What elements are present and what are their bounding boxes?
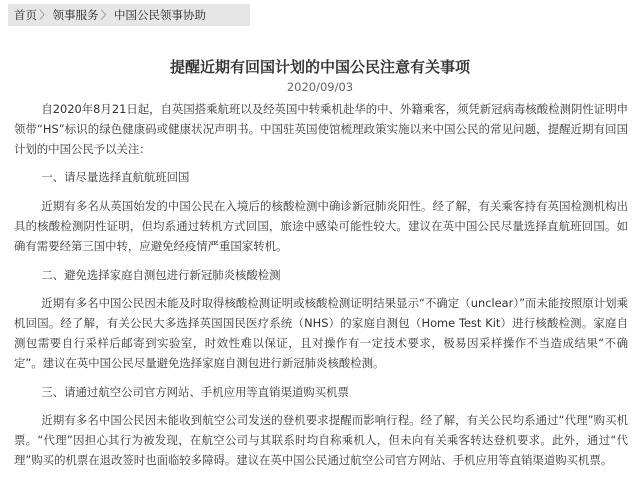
publish-date: 2020/09/03	[286, 80, 354, 94]
section-heading-2: 二、避免选择家庭自测包进行新冠肺炎核酸检测	[41, 267, 281, 282]
section-body-2: 近期有多名中国公民因未能及时取得核酸检测证明或核酸检测证明结果显示“不确定（unclear）”而未能按照原计划乘机回国。经了解，有关公民大多选择英国国民医疗系统（NHS）的家庭自测包（Home Test Kit）进行核酸检测。家庭自测包需要自行采样后邮寄到实验室，时效性难以保证，且对操作有一定技术要求，极易因采样操作不当造成结果“不确定”。建议在英中国公民尽量避免选择家庭自测包进行新冠肺炎核酸检测。	[14, 296, 628, 370]
section-body-1: 近期有多名从英国始发的中国公民在入境后的核酸检测中确诊新冠肺炎阳性。经了解，有关乘客持有英国检测机构出具的核酸检测阴性证明，但均系通过转机方式回国，旅途中感染可能性较大。建议在英中国公民尽量选择直航班回国。如确有需要经第三国中转，应避免经疫情严重国家转机。	[14, 199, 628, 253]
breadcrumb	[8, 4, 250, 26]
section-heading-3: 三、请通过航空公司官方网站、手机应用等直销渠道购买机票	[41, 384, 349, 399]
breadcrumb-current-link[interactable]: 中国公民领事协助	[114, 8, 206, 22]
intro-paragraph: 自2020年8月21日起，自英国搭乘航班以及经英国中转乘机赴华的中、外籍乘客，须凭新冠病毒核酸检测阴性证明申领带“HS”标识的绿色健康码或健康状况声明书。中国驻英国使馆梳理政策实施以来中国公民的常见问题，提醒近期有回国计划的中国公民予以关注：	[14, 102, 628, 156]
section-body-3: 近期有多名中国公民因未能收到航空公司发送的登机要求提醒而影响行程。经了解，有关公民均系通过“代理”购买机票。“代理”因担心其行为被发现，在航空公司与其联系时均自称乘机人，但未向有关乘客转达登机要求。此外，通过“代理”购买的机票在退改签时也面临较多障碍。建议在英中国公民通过航空公司官方网站、手机应用等直销渠道购买机票。	[14, 413, 628, 467]
breadcrumb-separator: 〉	[100, 8, 112, 22]
article-body	[14, 100, 628, 480]
breadcrumb-home-link[interactable]: 首页	[14, 8, 37, 22]
page-title: 提醒近期有回国计划的中国公民注意有关事项	[169, 58, 470, 76]
breadcrumb-services-link[interactable]: 领事服务	[52, 8, 99, 22]
section-heading-1: 一、请尽量选择直航航班回国	[41, 170, 190, 185]
breadcrumb-separator: 〉	[39, 8, 51, 22]
